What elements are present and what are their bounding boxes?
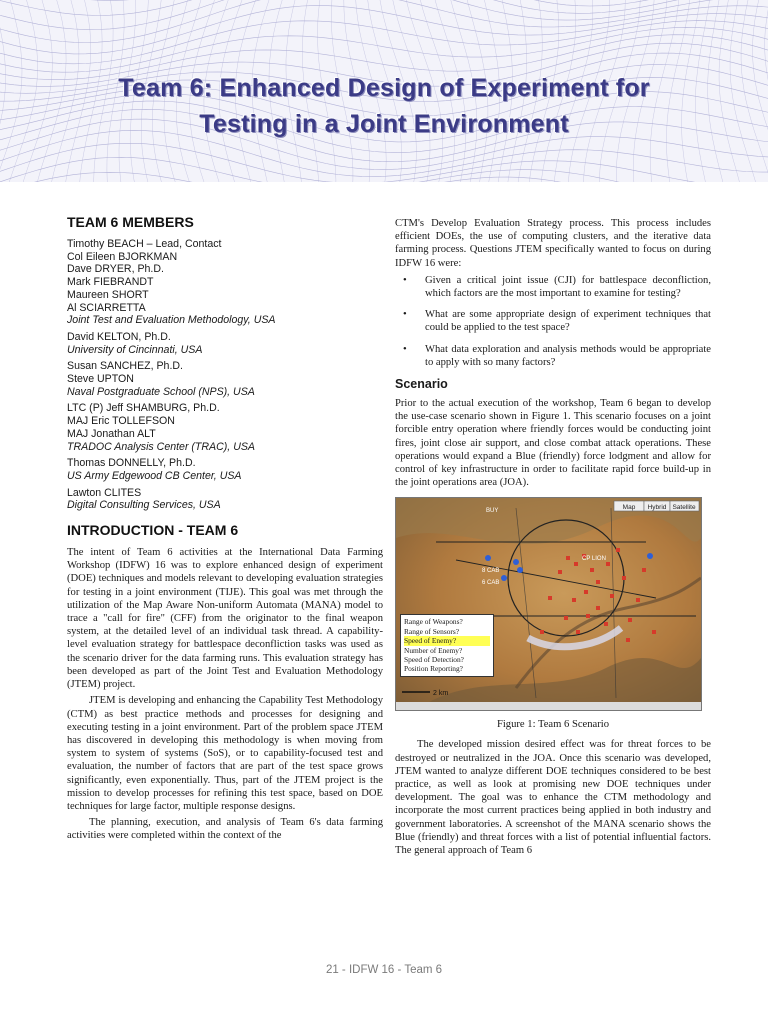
member-organization: Digital Consulting Services, USA bbox=[67, 499, 221, 512]
tab-satellite: Satellite bbox=[672, 504, 696, 512]
introduction-heading: INTRODUCTION - TEAM 6 bbox=[67, 522, 239, 539]
right-column bbox=[395, 217, 711, 857]
factors-legend bbox=[400, 614, 494, 676]
page-footer: 21 - IDFW 16 - Team 6 bbox=[325, 964, 443, 976]
member-group bbox=[67, 360, 383, 398]
member-organization: Joint Test and Evaluation Methodology, USA bbox=[67, 314, 276, 327]
factor-item: Number of Enemy? bbox=[404, 645, 463, 655]
scale-bar-label: 2 km bbox=[433, 690, 449, 698]
member-group bbox=[67, 331, 383, 356]
member-name: Maureen SHORT bbox=[67, 288, 149, 301]
question-item bbox=[403, 308, 711, 334]
intro-paragraph-1: The intent of Team 6 activities at the International Data Farming Workshop (IDFW) 16 was to explore enhanced design of experiment (DOE) techniques and models relevant to developing evaluation strategies for testing in a joint environment (TIJE). This goal was met through the utilization of the Map Aware Non-uniform Automata (MANA) model to trace a "call for fire" (CFF) from the originator to the final weapon system, at the detailed level of an individual task thread. A capability-level evaluation strategy for battlespace deconfliction tasks was used as the scenario driver for the data farming runs. This evaluation strategy has been developed as part of the Joint Test and Evaluation Methodology (JTEM) project. bbox=[67, 547, 383, 691]
map-label: BUY bbox=[486, 508, 499, 515]
question-item bbox=[403, 274, 711, 300]
member-organization: US Army Edgewood CB Center, USA bbox=[67, 469, 242, 482]
member-group bbox=[67, 402, 383, 453]
scenario-figure-map bbox=[395, 497, 702, 711]
header-banner bbox=[0, 0, 768, 182]
mesh-line bbox=[0, 172, 768, 182]
member-name: Susan SANCHEZ, Ph.D. bbox=[67, 360, 183, 373]
bullet-icon: • bbox=[403, 309, 407, 321]
member-group bbox=[67, 238, 383, 327]
member-name: Col Eileen BJORKMAN bbox=[67, 250, 178, 263]
member-name: Lawton CLITES bbox=[67, 486, 142, 499]
title-line-2: Testing in a Joint Environment bbox=[199, 110, 569, 138]
member-name: MAJ Eric TOLLEFSON bbox=[67, 415, 175, 428]
question-item bbox=[403, 343, 711, 369]
continued-paragraph: CTM's Develop Evaluation Strategy process. This process includes efficient DOEs, the use of computing clusters, and the iterative data farming process. Questions JTEM specifically wanted to focus on during IDFW 16 were: bbox=[395, 218, 711, 269]
tab-hybrid: Hybrid bbox=[647, 504, 667, 512]
mesh-line bbox=[0, 21, 768, 64]
factor-item-highlighted: Speed of Enemy? bbox=[404, 636, 490, 645]
bullet-icon: • bbox=[403, 343, 407, 355]
intro-paragraph-2: JTEM is developing and enhancing the Capability Test Methodology (CTM) as best practice methods and processes for designing and executing testing in a joint environment. Part of the problem space JTEM has discovered in developing this methodology is when moving from system to system of systems (SoS), or to capability-focused test and evaluation, the number of factors that are part of the test space grows significantly, even exponentially. Thus, part of the JTEM project is the mission to develop processes for refining this test space, based on DOE techniques for large factor, multiple response designs. bbox=[67, 695, 383, 812]
member-organization: TRADOC Analysis Center (TRAC), USA bbox=[67, 440, 255, 453]
map-label: 8 CAB bbox=[482, 568, 500, 575]
member-group bbox=[67, 457, 383, 482]
member-name: Thomas DONNELLY, Ph.D. bbox=[67, 457, 196, 470]
question-text: Given a critical joint issue (CJI) for battlespace deconfliction, which factors are the most important to examine for testing? bbox=[425, 274, 711, 300]
members-heading: TEAM 6 MEMBERS bbox=[67, 214, 194, 230]
scenario-paragraph: Prior to the actual execution of the workshop, Team 6 began to develop the use-case scenario shown in Figure 1. This scenario focuses on a joint forcible entry operation where friendly forces would be conducting joint fires, joint close air support, and close combat attack operations. These operations would expand a Blue (friendly) force lodgment and allow for control of key infrastructure in order to facilitate rapid force build-up in the joint operations area (JOA). bbox=[395, 398, 711, 489]
left-column bbox=[67, 214, 383, 843]
member-name: Al SCIARRETTA bbox=[67, 301, 146, 314]
satellite-map-image bbox=[396, 498, 701, 710]
member-name: David KELTON, Ph.D. bbox=[67, 330, 171, 343]
member-organization: University of Cincinnati, USA bbox=[67, 343, 203, 356]
member-name: Dave DRYER, Ph.D. bbox=[67, 263, 164, 276]
tab-map: Map bbox=[622, 504, 636, 512]
member-group bbox=[67, 487, 383, 512]
factor-item: Range of Weapons? bbox=[404, 617, 463, 627]
question-text: What are some appropriate design of experiment techniques that could be applied to the test space? bbox=[425, 309, 711, 334]
after-figure-paragraph: The developed mission desired effect was for threat forces to be destroyed or neutralized in the JOA. Once this scenario was developed, JTEM wanted to analyze different DOE techniques considered to be best practice, as well as look at promising new DOE techniques under development. The goal was to enhance the CTM methodology and incorporate the most current practices being applied in both industry and government laboratories. A screenshot of the MANA scenario shows the Blue (friendly) and threat forces with a list of potential influential factors. The general approach of Team 6 bbox=[395, 739, 711, 857]
title-line-1: Team 6: Enhanced Design of Experiment for bbox=[118, 74, 650, 102]
question-text: What data exploration and analysis methods would be appropriate to apply with so many factors? bbox=[425, 343, 711, 368]
members-list bbox=[67, 238, 383, 512]
mesh-line bbox=[0, 27, 768, 72]
questions-list bbox=[395, 274, 711, 369]
member-name: MAJ Jonathan ALT bbox=[67, 427, 156, 440]
scenario-heading: Scenario bbox=[395, 377, 448, 392]
bullet-icon: • bbox=[403, 274, 407, 286]
member-name: Steve UPTON bbox=[67, 373, 134, 386]
factor-item: Speed of Detection? bbox=[404, 655, 464, 665]
map-label: 6 CAB bbox=[482, 580, 500, 587]
factor-item: Range of Sensors? bbox=[404, 626, 460, 636]
member-name: LTC (P) Jeff SHAMBURG, Ph.D. bbox=[67, 402, 220, 415]
factor-item: Position Reporting? bbox=[404, 664, 463, 674]
member-name: Timothy BEACH – Lead, Contact bbox=[67, 238, 222, 250]
member-name: Mark FIEBRANDT bbox=[67, 276, 154, 289]
figure-caption: Figure 1: Team 6 Scenario bbox=[496, 719, 610, 731]
page-title bbox=[0, 70, 768, 142]
map-label: CP LION bbox=[582, 556, 606, 563]
intro-paragraph-3: The planning, execution, and analysis of Team 6's data farming activities were completed within the context of the bbox=[67, 817, 383, 842]
member-organization: Naval Postgraduate School (NPS), USA bbox=[67, 385, 255, 398]
